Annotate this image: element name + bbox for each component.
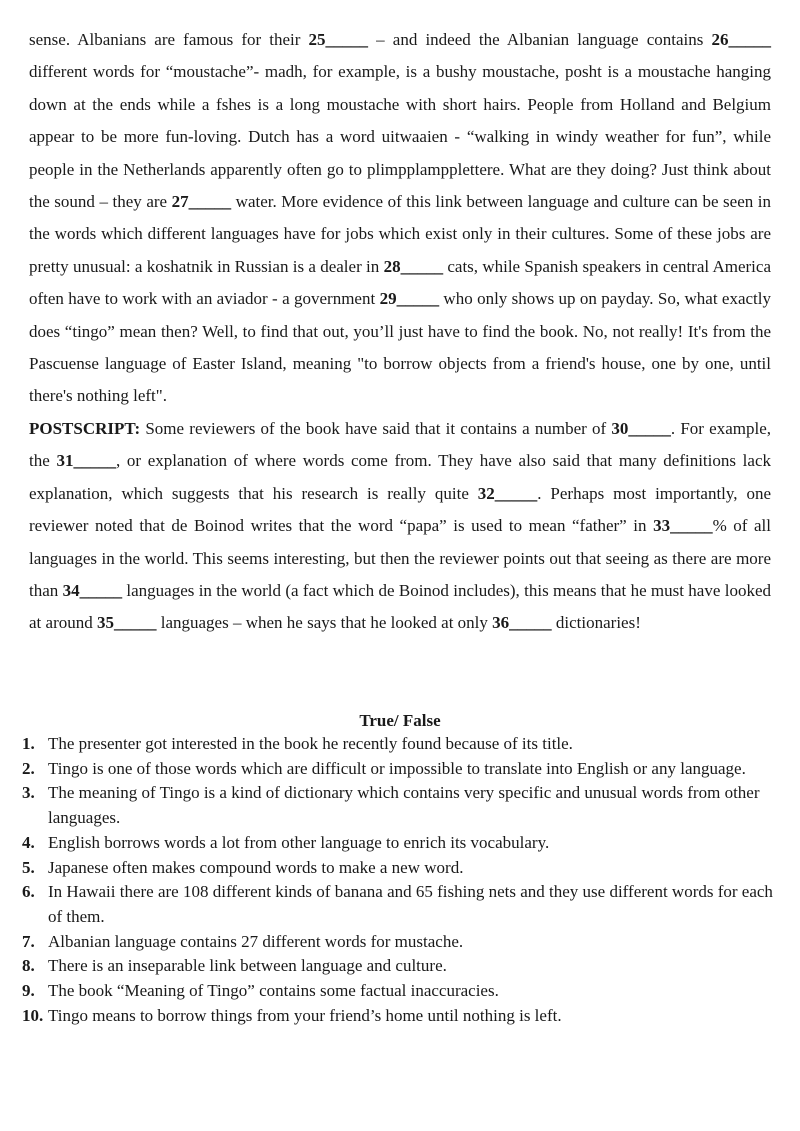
tf-item-statement: In Hawaii there are 108 different kinds of banana and 65 fishing nets and they use different words for each of them. — [48, 882, 773, 926]
tf-item-statement: There is an inseparable link between language and culture. — [48, 956, 447, 976]
tf-item-number: 8. — [22, 956, 35, 976]
gap-36: 36_____ — [492, 613, 552, 633]
gap-33: 33_____ — [653, 516, 713, 536]
passage-text: cats, while Spanish speakers in central America often have to work with an aviador - a government — [29, 256, 771, 309]
passage-text: who only shows up on payday. So, what exactly does “tingo” mean then? Well, to find that out, you’ll just have to find the book. No, not really! It's from the Pascuense language of Easter Island, meaning "to borrow objects from a friend's house, one by one, until there's nothing left". — [29, 289, 771, 406]
postscript-label: POSTSCRIPT: — [29, 418, 141, 438]
tf-item-number: 5. — [22, 857, 35, 877]
tf-item-number: 2. — [22, 758, 35, 778]
tf-item-3 — [22, 781, 774, 830]
gap-31: 31_____ — [56, 451, 116, 471]
tf-item-statement: The meaning of Tingo is a kind of dictionary which contains very specific and unusual words from other languages. — [48, 783, 760, 828]
gap-25: 25_____ — [308, 30, 369, 49]
passage-text: sense. Albanians are famous for their — [29, 30, 309, 49]
tf-item-number: 10. — [22, 1005, 44, 1025]
tf-item-5 — [22, 856, 774, 881]
gap-29: 29_____ — [379, 289, 440, 309]
passage-text: % of all languages in the world. This seems interesting, but then the reviewer points out that seeing as there are more than — [29, 516, 771, 600]
passage-text: dictionaries! — [551, 613, 641, 633]
passage-text: languages in the world (a fact which de Boinod includes), this means that he must have looked at around — [29, 580, 771, 633]
tf-item-statement: Japanese often makes compound words to make a new word. — [48, 857, 464, 877]
tf-item-2 — [22, 757, 774, 782]
gap-27: 27_____ — [171, 192, 232, 212]
tf-item-1 — [22, 732, 774, 757]
true-false-heading: True/ False — [359, 711, 441, 730]
reading-passage — [29, 24, 771, 640]
gap-35: 35_____ — [96, 613, 157, 633]
gap-34: 34_____ — [62, 580, 123, 600]
passage-paragraph-2 — [29, 413, 771, 640]
tf-item-8 — [22, 954, 774, 979]
tf-item-10 — [22, 1004, 774, 1029]
passage-text: , or explanation of where words come from. They have also said that many definitions lack explanation, which suggests that his research is really quite — [29, 451, 771, 503]
gap-28: 28_____ — [383, 256, 444, 276]
passage-text: languages – when he says that he looked at only — [156, 613, 493, 633]
passage-text: different words for “moustache”- madh, for example, is a bushy moustache, posht is a moustache hanging down at the ends while a fshes is a long moustache with short hairs. People from Holland and Belgium appear to be more fun-loving. Dutch has a word uitwaaien - “walking in windy weather for fun”, while people in the Netherlands apparently often go to plimpplampplettere. What are they doing? Just think about the sound – they are — [29, 62, 771, 212]
true-false-list — [22, 732, 774, 1028]
tf-item-number: 9. — [22, 981, 35, 1001]
passage-text: water. More evidence of this link between language and culture can be seen in the words which different languages have for jobs which exist only in their cultures. Some of these jobs are pretty unusual: a koshatnik in Russian is a dealer in — [29, 192, 772, 276]
tf-item-statement: Tingo is one of those words which are difficult or impossible to translate into English or any language. — [48, 758, 746, 778]
tf-item-number: 3. — [22, 783, 35, 803]
tf-item-7 — [22, 930, 774, 955]
tf-item-statement: Tingo means to borrow things from your friend’s home until nothing is left. — [48, 1005, 562, 1025]
tf-item-statement: English borrows words a lot from other language to enrich its vocabulary. — [48, 832, 550, 852]
gap-32: 32_____ — [477, 483, 538, 503]
passage-text: . Perhaps most importantly, one reviewer noted that de Boinod writes that the word “papa” is used to mean “father” in — [29, 483, 771, 536]
tf-item-number: 4. — [22, 832, 35, 852]
tf-item-number: 6. — [22, 882, 35, 902]
gap-30: 30_____ — [611, 418, 671, 438]
tf-item-number: 7. — [22, 931, 35, 951]
passage-text: Some reviewers of the book have said that it contains a number of — [140, 418, 612, 438]
gap-26: 26_____ — [711, 30, 771, 49]
tf-item-4 — [22, 831, 774, 856]
tf-item-statement: The book “Meaning of Tingo” contains some factual inaccuracies. — [48, 981, 499, 1001]
passage-text: . For example, the — [29, 418, 771, 471]
passage-paragraph-1 — [29, 24, 771, 413]
tf-item-statement: Albanian language contains 27 different words for mustache. — [48, 931, 464, 951]
tf-item-number: 1. — [22, 734, 35, 753]
tf-item-6 — [22, 880, 774, 929]
tf-item-statement: The presenter got interested in the book he recently found because of its title. — [48, 734, 573, 753]
passage-text: – and indeed the Albanian language contains — [368, 30, 712, 49]
tf-item-9 — [22, 979, 774, 1004]
